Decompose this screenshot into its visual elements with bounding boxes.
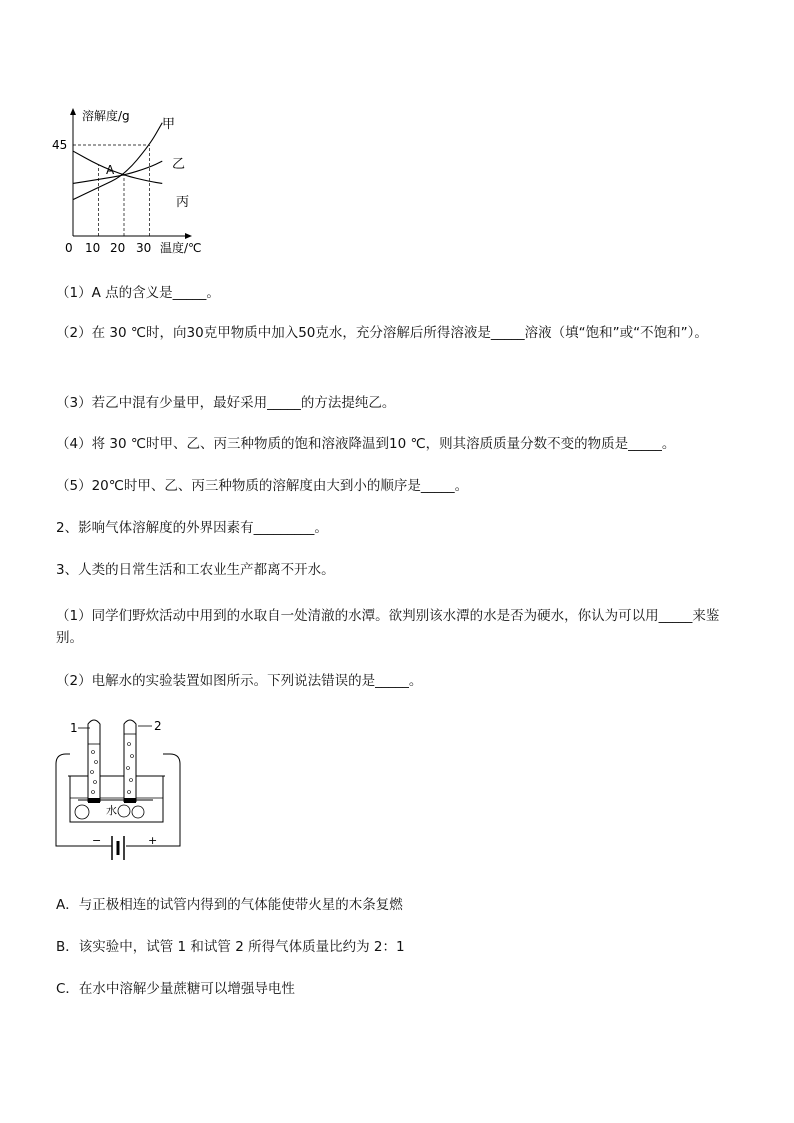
question-3: 3、人类的日常生活和工农业生产都离不开水。 — [56, 562, 335, 578]
x-tick-10: 10 — [85, 241, 101, 255]
tube-2-label: 2 — [154, 719, 162, 733]
electrode-1 — [88, 798, 100, 803]
question-1-4: （4）将 30 ℃时甲、乙、丙三种物质的饱和溶液降温到10 ℃，则其溶质质量分数不变的物质是_____。 — [56, 436, 676, 452]
tube-1-label: 1 — [70, 721, 78, 735]
electrode-2 — [124, 798, 136, 803]
option-a: A．与正极相连的试管内得到的气体能使带火星的木条复燃 — [56, 897, 403, 913]
x-axis-arrow — [185, 233, 192, 239]
x-axis-label: 温度/℃ — [160, 241, 202, 255]
test-tube-1 — [88, 720, 100, 802]
right-wire — [163, 754, 180, 846]
left-wire — [56, 754, 70, 846]
series-line-1 — [73, 123, 162, 200]
series-label-3: 丙 — [176, 195, 190, 210]
question-1-5: （5）20℃时甲、乙、丙三种物质的溶解度由大到小的顺序是_____。 — [56, 478, 469, 494]
minus-sign: − — [92, 834, 102, 847]
question-1-1: （1）A 点的含义是_____。 — [56, 285, 220, 301]
water-label: 水 — [106, 804, 117, 817]
plus-sign: + — [148, 834, 158, 847]
trough-bubble-left — [75, 805, 89, 819]
x-tick-0: 0 — [65, 241, 73, 255]
question-1-3: （3）若乙中混有少量甲，最好采用_____的方法提纯乙。 — [56, 395, 396, 411]
x-tick-30: 30 — [136, 241, 152, 255]
question-2: 2、影响气体溶解度的外界因素有_________。 — [56, 520, 328, 536]
y-tick-45: 45 — [52, 138, 68, 152]
x-tick-20: 20 — [110, 241, 126, 255]
test-tube-2 — [124, 720, 136, 802]
question-3-1: （1）同学们野炊活动中用到的水取自一处清澈的水潭。欲判别该水潭的水是否为硬水，你认为可以用_____来鉴别。 — [56, 608, 720, 646]
series-label-2: 乙 — [172, 157, 186, 172]
trough-bubble-mid — [118, 805, 130, 817]
electrolysis-apparatus-diagram — [48, 714, 188, 874]
y-axis-label: 溶解度/g — [82, 109, 130, 123]
point-a-label: A — [106, 163, 115, 177]
series-label-1: 甲 — [162, 117, 176, 132]
solubility-chart — [48, 104, 223, 264]
question-3-2: （2）电解水的实验装置如图所示。下列说法错误的是_____。 — [56, 673, 423, 689]
question-1-2: （2）在 30 ℃时，向30克甲物质中加入50克水，充分溶解后所得溶液是_____溶液（填“饱和”或“不饱和”）。 — [56, 325, 708, 341]
trough-bubble-right — [132, 806, 144, 818]
y-axis-arrow — [70, 108, 76, 115]
option-c: C．在水中溶解少量蔗糖可以增强导电性 — [56, 981, 295, 997]
option-b: B．该实验中，试管 1 和试管 2 所得气体质量比约为 2：1 — [56, 939, 405, 955]
